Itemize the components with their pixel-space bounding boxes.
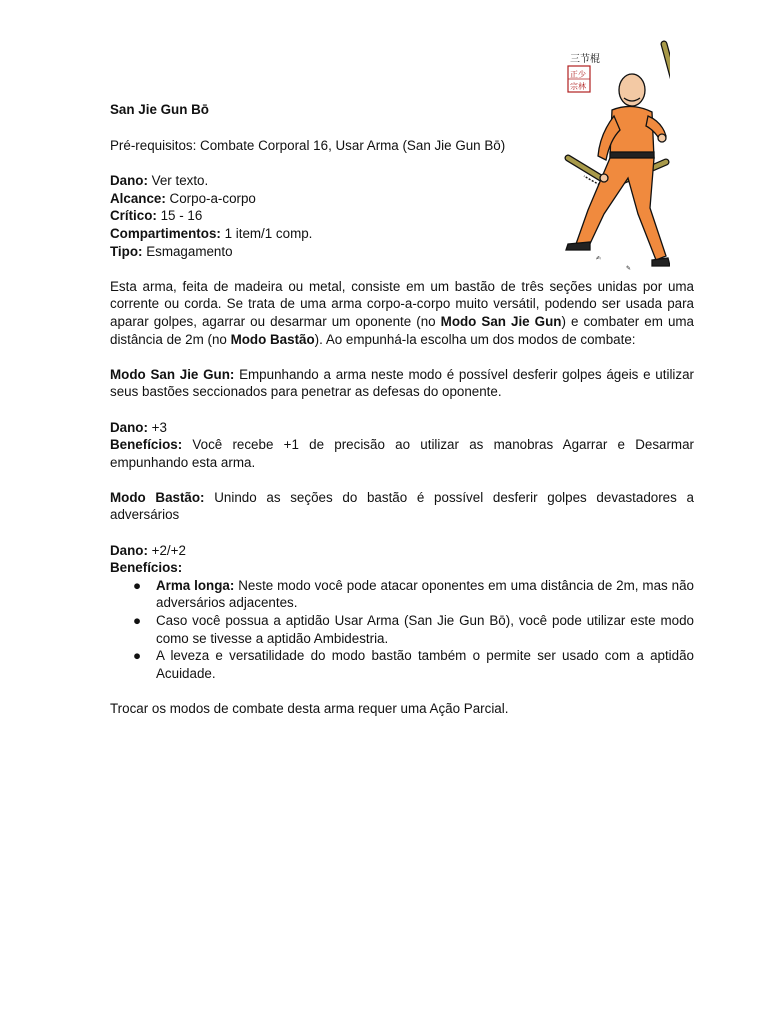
bullet-icon: ● xyxy=(133,648,142,664)
stat-type: Tipo: Esmagamento xyxy=(110,243,233,259)
mode2-damage: Dano: +2/+2 xyxy=(110,542,186,558)
list-item: ● Arma longa: Neste modo você pode atacar oponentes em uma distância de 2m, mas não adversários adjacentes. xyxy=(133,577,694,611)
martial-artist-illustration xyxy=(548,38,670,276)
illustration-caption: 三节棍 xyxy=(570,54,600,65)
mode-bastao: Modo Bastão: Unindo as seções do bastão é possível desferir golpes devastadores a adversários xyxy=(110,489,694,523)
mode1-damage: Dano: +3 xyxy=(110,419,167,435)
list-item: ● Caso você possua a aptidão Usar Arma (San Jie Gun Bō), você pode utilizar este modo como se tivesse a aptidão Ambidestria. xyxy=(133,613,694,646)
weapon-description: Esta arma, feita de madeira ou metal, consiste em um bastão de três seções unidas por uma corrente ou corda. Se trata de uma arma corpo-a-corpo muito versátil, podendo ser usada para aparar golpes, agarrar ou desarmar um oponente (no Modo San Jie Gun) e combater em uma distância de 2m (no Modo Bastão). Ao empunhá-la escolha um dos modos de combate: xyxy=(110,278,695,347)
list-item: ● A leveza e versatilidade do modo bastão também o permite ser usado com a aptidão Acuidade. xyxy=(133,648,694,681)
bullet-icon: ● xyxy=(133,613,142,629)
stat-damage: Dano: Ver texto. xyxy=(110,173,209,189)
seal-top-text: 正少 xyxy=(570,70,586,79)
mode1-benefits: Benefícios: Você recebe +1 de precisão ao utilizar as manobras Agarrar e Desarmar empunhando esta arma. xyxy=(110,437,694,470)
artist-signature: ✎ xyxy=(626,265,632,272)
seal-bottom-text: 宗林 xyxy=(570,82,586,91)
prerequisites: Pré-requisitos: Combate Corporal 16, Usar Arma (San Jie Gun Bō) xyxy=(110,138,506,153)
mode2-benefit-list xyxy=(110,577,694,683)
stat-slots: Compartimentos: 1 item/1 comp. xyxy=(110,225,313,241)
signature-mark: ✍ xyxy=(596,255,602,262)
mode-san-jie-gun: Modo San Jie Gun: Empunhando a arma neste modo é possível desferir golpes ágeis e utilizar seus bastões seccionados para penetrar as defesas do oponente. xyxy=(110,366,694,400)
stat-reach: Alcance: Corpo-a-corpo xyxy=(110,190,256,206)
bullet-icon: ● xyxy=(133,577,142,593)
mode-switch-note: Trocar os modos de combate desta arma requer uma Ação Parcial. xyxy=(110,701,509,716)
mode2-benefits-label: Benefícios: xyxy=(110,560,183,576)
stat-critical: Crítico: 15 - 16 xyxy=(110,208,203,224)
weapon-title: San Jie Gun Bō xyxy=(110,102,209,117)
